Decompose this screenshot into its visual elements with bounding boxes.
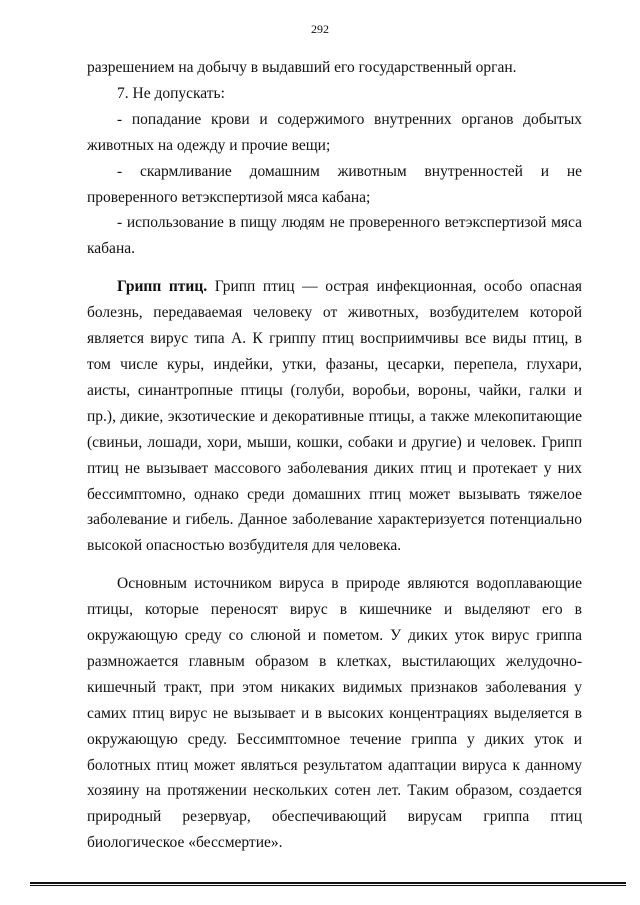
paragraph-list-heading: 7. Не допускать: [117,84,225,102]
document-body [87,55,582,856]
paragraph-list-item-feeding: - скармливание домашним животным внутренностей и не проверенного ветэкспертизой мяса кабана; [87,162,582,206]
paragraph-list-item-blood: - попадание крови и содержимого внутренних органов добытых животных на одежду и прочие вещи; [87,110,582,154]
page-number: 292 [311,22,329,36]
definition-text: Грипп птиц — острая инфекционная, особо опасная болезнь, передаваемая человеку от животных, возбудителем которой является вирус типа А. К гриппу птиц восприимчивы все виды птиц, в том числе куры, индейки, утки, фазаны, цесарки, перепела, глухари, аисты, синантропные птицы (голуби, воробьи, вороны, чайки, галки и пр.), дикие, экзотические и декоративные птицы, а также млекопитающие (свиньи, лошади, хори, мыши, кошки, собаки и другие) и человек. Грипп птиц не вызывает массового заболевания диких птиц и протекает у них бессимптомно, однако среди домашних птиц может вызывать тяжелое заболевание и гибель. Данное заболевание характеризуется потенциально высокой опасностью возбудителя для человека. [87,278,582,555]
paragraph-continuation: разрешением на добычу в выдавший его государственный орган. [87,59,517,76]
paragraph-list-item-food: - использование в пищу людям не проверенного ветэкспертизой мяса кабана. [87,214,582,258]
paragraph-virus-source: Основным источником вируса в природе являются водоплавающие птицы, которые переносят вирус в кишечнике и выделяют его в окружающую среду со слюной и пометом. У диких уток вирус гриппа размножается главным образом в клетках, выстилающих желудочно-кишечный тракт, при этом никаких видимых признаков заболевания у самих птиц вирус не вызывает и в высоких концентрациях выделяется в окружающую среду. Бессимптомное течение гриппа у диких уток и болотных птиц может являться результатом адаптации вируса к данному хозяину на протяжении нескольких сотен лет. Таким образом, создается природный резервуар, обеспечивающий вирусам гриппа птиц биологическое «бессмертие». [87,575,582,852]
term-avian-flu: Грипп птиц. [117,278,208,296]
footer-divider [30,882,626,886]
paragraph-avian-flu-definition [87,274,582,559]
